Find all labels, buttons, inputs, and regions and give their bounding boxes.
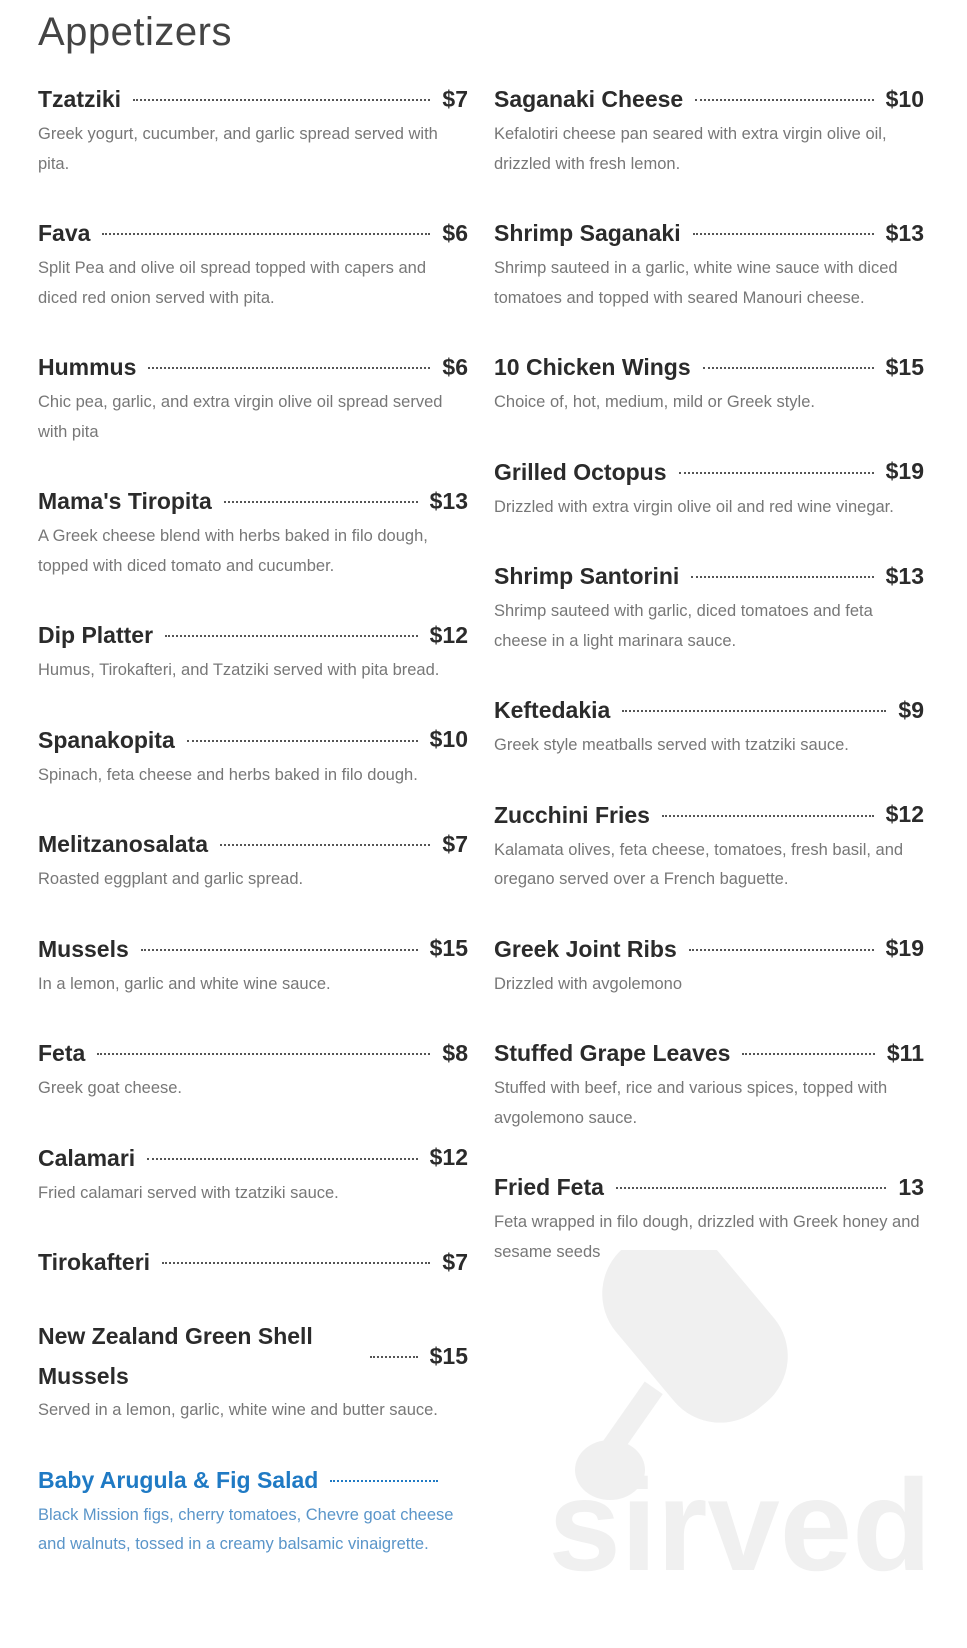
section-title: Appetizers (38, 10, 232, 54)
menu-item-price: $11 (886, 1039, 924, 1066)
dotted-leader (742, 1053, 874, 1055)
menu-item-price: $15 (429, 935, 468, 961)
menu-item-name: Mussels (38, 935, 129, 962)
menu-item (38, 346, 468, 447)
dotted-leader (162, 1262, 430, 1264)
menu-item (38, 1316, 468, 1426)
menu-item-description: Kalamata olives, feta cheese, tomatoes, fresh basil, and oregano served over a French baguette. (494, 840, 904, 888)
menu-item-name: Hummus (38, 354, 137, 380)
menu-item-name: Shrimp Saganaki (494, 220, 681, 246)
menu-item-header (38, 1316, 468, 1396)
menu-item-description: Greek goat cheese. (38, 1079, 183, 1097)
dotted-leader (679, 472, 874, 474)
dotted-leader (97, 1053, 430, 1055)
dotted-leader (141, 949, 418, 951)
menu-item-price: $15 (885, 353, 924, 380)
menu-item-price: $13 (885, 219, 924, 246)
menu-item-name: Fried Feta (494, 1174, 604, 1200)
menu-item-header (38, 719, 468, 761)
menu-item (494, 346, 924, 418)
dotted-leader (622, 710, 886, 712)
menu-item-description: Black Mission figs, cherry tomatoes, Chevre goat cheese and walnuts, tossed in a creamy balsamic vinaigrette. (38, 1505, 454, 1553)
menu-item-price: $10 (885, 85, 924, 112)
menu-item-name: Saganaki Cheese (494, 86, 684, 112)
menu-item-header (494, 928, 924, 970)
sirved-watermark-logo (540, 1250, 940, 1580)
menu-item-price: $8 (442, 1039, 468, 1066)
menu-item-price: $9 (898, 696, 924, 723)
menu-column-right (494, 78, 924, 1300)
menu-item-name: Keftedakia (494, 697, 611, 723)
menu-item (38, 719, 468, 791)
dotted-leader (662, 815, 874, 817)
menu-item-name: Calamari (38, 1144, 136, 1171)
menu-item-description: Fried calamari served with tzatziki sauce. (38, 1183, 339, 1202)
dotted-leader (220, 844, 430, 846)
menu-item-name: Stuffed Grape Leaves (494, 1040, 731, 1066)
menu-item-header (494, 1032, 924, 1074)
menu-item-price: $12 (885, 801, 924, 827)
menu-item (494, 689, 924, 761)
menu-item-description: Stuffed with beef, rice and various spices, topped with avgolemono sauce. (494, 1079, 888, 1127)
menu-item-header (494, 555, 924, 597)
menu-item-name: Zucchini Fries (494, 801, 650, 828)
menu-item-header (38, 346, 468, 388)
menu-item-description: Drizzled with extra virgin olive oil and red wine vinegar. (494, 497, 894, 516)
dotted-leader (695, 99, 873, 101)
dotted-leader (165, 635, 418, 637)
menu-item-header (494, 794, 924, 836)
menu-item-description: Shrimp sauteed with garlic, diced tomatoes and feta cheese in a light marinara sauce. (494, 602, 873, 650)
dotted-leader (224, 501, 418, 503)
menu-item-name: Shrimp Santorini (494, 563, 680, 589)
menu-item-name: Greek Joint Ribs (494, 935, 677, 962)
menu-item-name: New Zealand Green Shell Mussels (38, 1323, 313, 1389)
menu-item-description: Drizzled with avgolemono (494, 974, 683, 993)
menu-item (38, 480, 468, 581)
menu-item-description: Greek style meatballs served with tzatziki sauce. (494, 736, 849, 754)
menu-item-price: $7 (442, 830, 468, 857)
menu-item-price: $15 (429, 1342, 468, 1369)
menu-item (38, 78, 468, 179)
menu-item-name: Tzatziki (38, 86, 122, 112)
menu-item-header (38, 614, 468, 656)
menu-item (38, 212, 468, 313)
dotted-leader (133, 99, 430, 101)
menu-item-header (494, 212, 924, 254)
menu-item-header (38, 1137, 468, 1179)
menu-item-name: Tirokafteri (38, 1249, 151, 1275)
menu-item-header (38, 480, 468, 522)
menu-item (494, 451, 924, 523)
menu-item (38, 928, 468, 1000)
menu-item-name: Fava (38, 220, 91, 246)
menu-item-name: Feta (38, 1040, 86, 1066)
menu-item-description: Humus, Tirokafteri, and Tzatziki served with pita bread. (38, 661, 440, 679)
menu-item-name: Grilled Octopus (494, 458, 667, 485)
menu-item-price: $7 (442, 85, 468, 112)
menu-item-header (494, 78, 924, 120)
menu-item (38, 1032, 468, 1104)
menu-column-left (38, 78, 468, 1593)
dotted-leader (147, 1158, 417, 1160)
menu-item (38, 1137, 468, 1209)
menu-item-name: Dip Platter (38, 622, 154, 648)
dotted-leader (370, 1356, 418, 1358)
menu-item-name: Baby Arugula & Fig Salad (38, 1466, 319, 1493)
menu-item-price: $12 (429, 621, 468, 648)
menu-item-description: Roasted eggplant and garlic spread. (38, 870, 304, 888)
dotted-leader (330, 1480, 438, 1482)
menu-item-description: Served in a lemon, garlic, white wine and butter sauce. (38, 1401, 438, 1419)
menu-item-description: Spinach, feta cheese and herbs baked in filo dough. (38, 765, 418, 784)
menu-item-header (38, 212, 468, 254)
menu-item-price: $12 (429, 1144, 468, 1170)
menu-item-description: A Greek cheese blend with herbs baked in filo dough, topped with diced tomato and cucumber. (38, 527, 428, 575)
menu-item (494, 555, 924, 656)
menu-item-header (38, 1032, 468, 1074)
menu-item-description: Chic pea, garlic, and extra virgin olive oil spread served with pita (38, 393, 443, 441)
dotted-leader (187, 740, 418, 742)
menu-item-header (38, 928, 468, 970)
menu-item-name: 10 Chicken Wings (494, 354, 691, 380)
menu-item (38, 823, 468, 895)
menu-item-header (494, 346, 924, 388)
menu-item (494, 212, 924, 313)
dotted-leader (148, 367, 430, 369)
menu-item (494, 78, 924, 179)
dotted-leader (703, 367, 874, 369)
menu-item (38, 614, 468, 686)
menu-item-price: $19 (885, 458, 924, 484)
menu-item-price: $19 (885, 935, 924, 961)
menu-item-price: $13 (885, 562, 924, 589)
dotted-leader (689, 949, 874, 951)
dotted-leader (102, 233, 430, 235)
menu-item-header (38, 1459, 468, 1501)
menu-item-header (494, 1166, 924, 1208)
menu-item-price: $6 (442, 353, 468, 380)
menu-item (494, 1032, 924, 1133)
menu-item-price: $6 (442, 219, 468, 246)
menu-item-header (494, 451, 924, 493)
dotted-leader (616, 1187, 886, 1189)
menu-item (494, 794, 924, 895)
menu-item-header (38, 1241, 468, 1283)
menu-item-description: Split Pea and olive oil spread topped with capers and diced red onion served with pita. (38, 259, 426, 307)
menu-item-price: $10 (429, 726, 468, 752)
menu-item-header (38, 823, 468, 865)
menu-item-header (494, 689, 924, 731)
menu-item-price: 13 (898, 1173, 924, 1200)
menu-item (38, 1459, 468, 1560)
menu-item-description: Greek yogurt, cucumber, and garlic spread served with pita. (38, 125, 438, 173)
dotted-leader (693, 233, 874, 235)
watermark-text: sirved (548, 1452, 932, 1580)
menu-item-description: Feta wrapped in filo dough, drizzled with Greek honey and sesame seeds (494, 1213, 920, 1261)
menu-item-description: Shrimp sauteed in a garlic, white wine sauce with diced tomatoes and topped with seared Manouri cheese. (494, 259, 898, 307)
menu-item-header (38, 78, 468, 120)
menu-item-name: Melitzanosalata (38, 831, 208, 857)
menu-item (494, 928, 924, 1000)
menu-item-description: Choice of, hot, medium, mild or Greek style. (494, 393, 815, 411)
menu-item-price: $13 (429, 487, 468, 514)
dotted-leader (691, 576, 873, 578)
menu-item (38, 1241, 468, 1283)
menu-item-name: Spanakopita (38, 726, 175, 753)
menu-item-price: $7 (442, 1248, 468, 1275)
menu-item-name: Mama's Tiropita (38, 488, 212, 514)
menu-item-description: Kefalotiri cheese pan seared with extra virgin olive oil, drizzled with fresh lemon. (494, 125, 887, 173)
menu-item-description: In a lemon, garlic and white wine sauce. (38, 974, 331, 993)
